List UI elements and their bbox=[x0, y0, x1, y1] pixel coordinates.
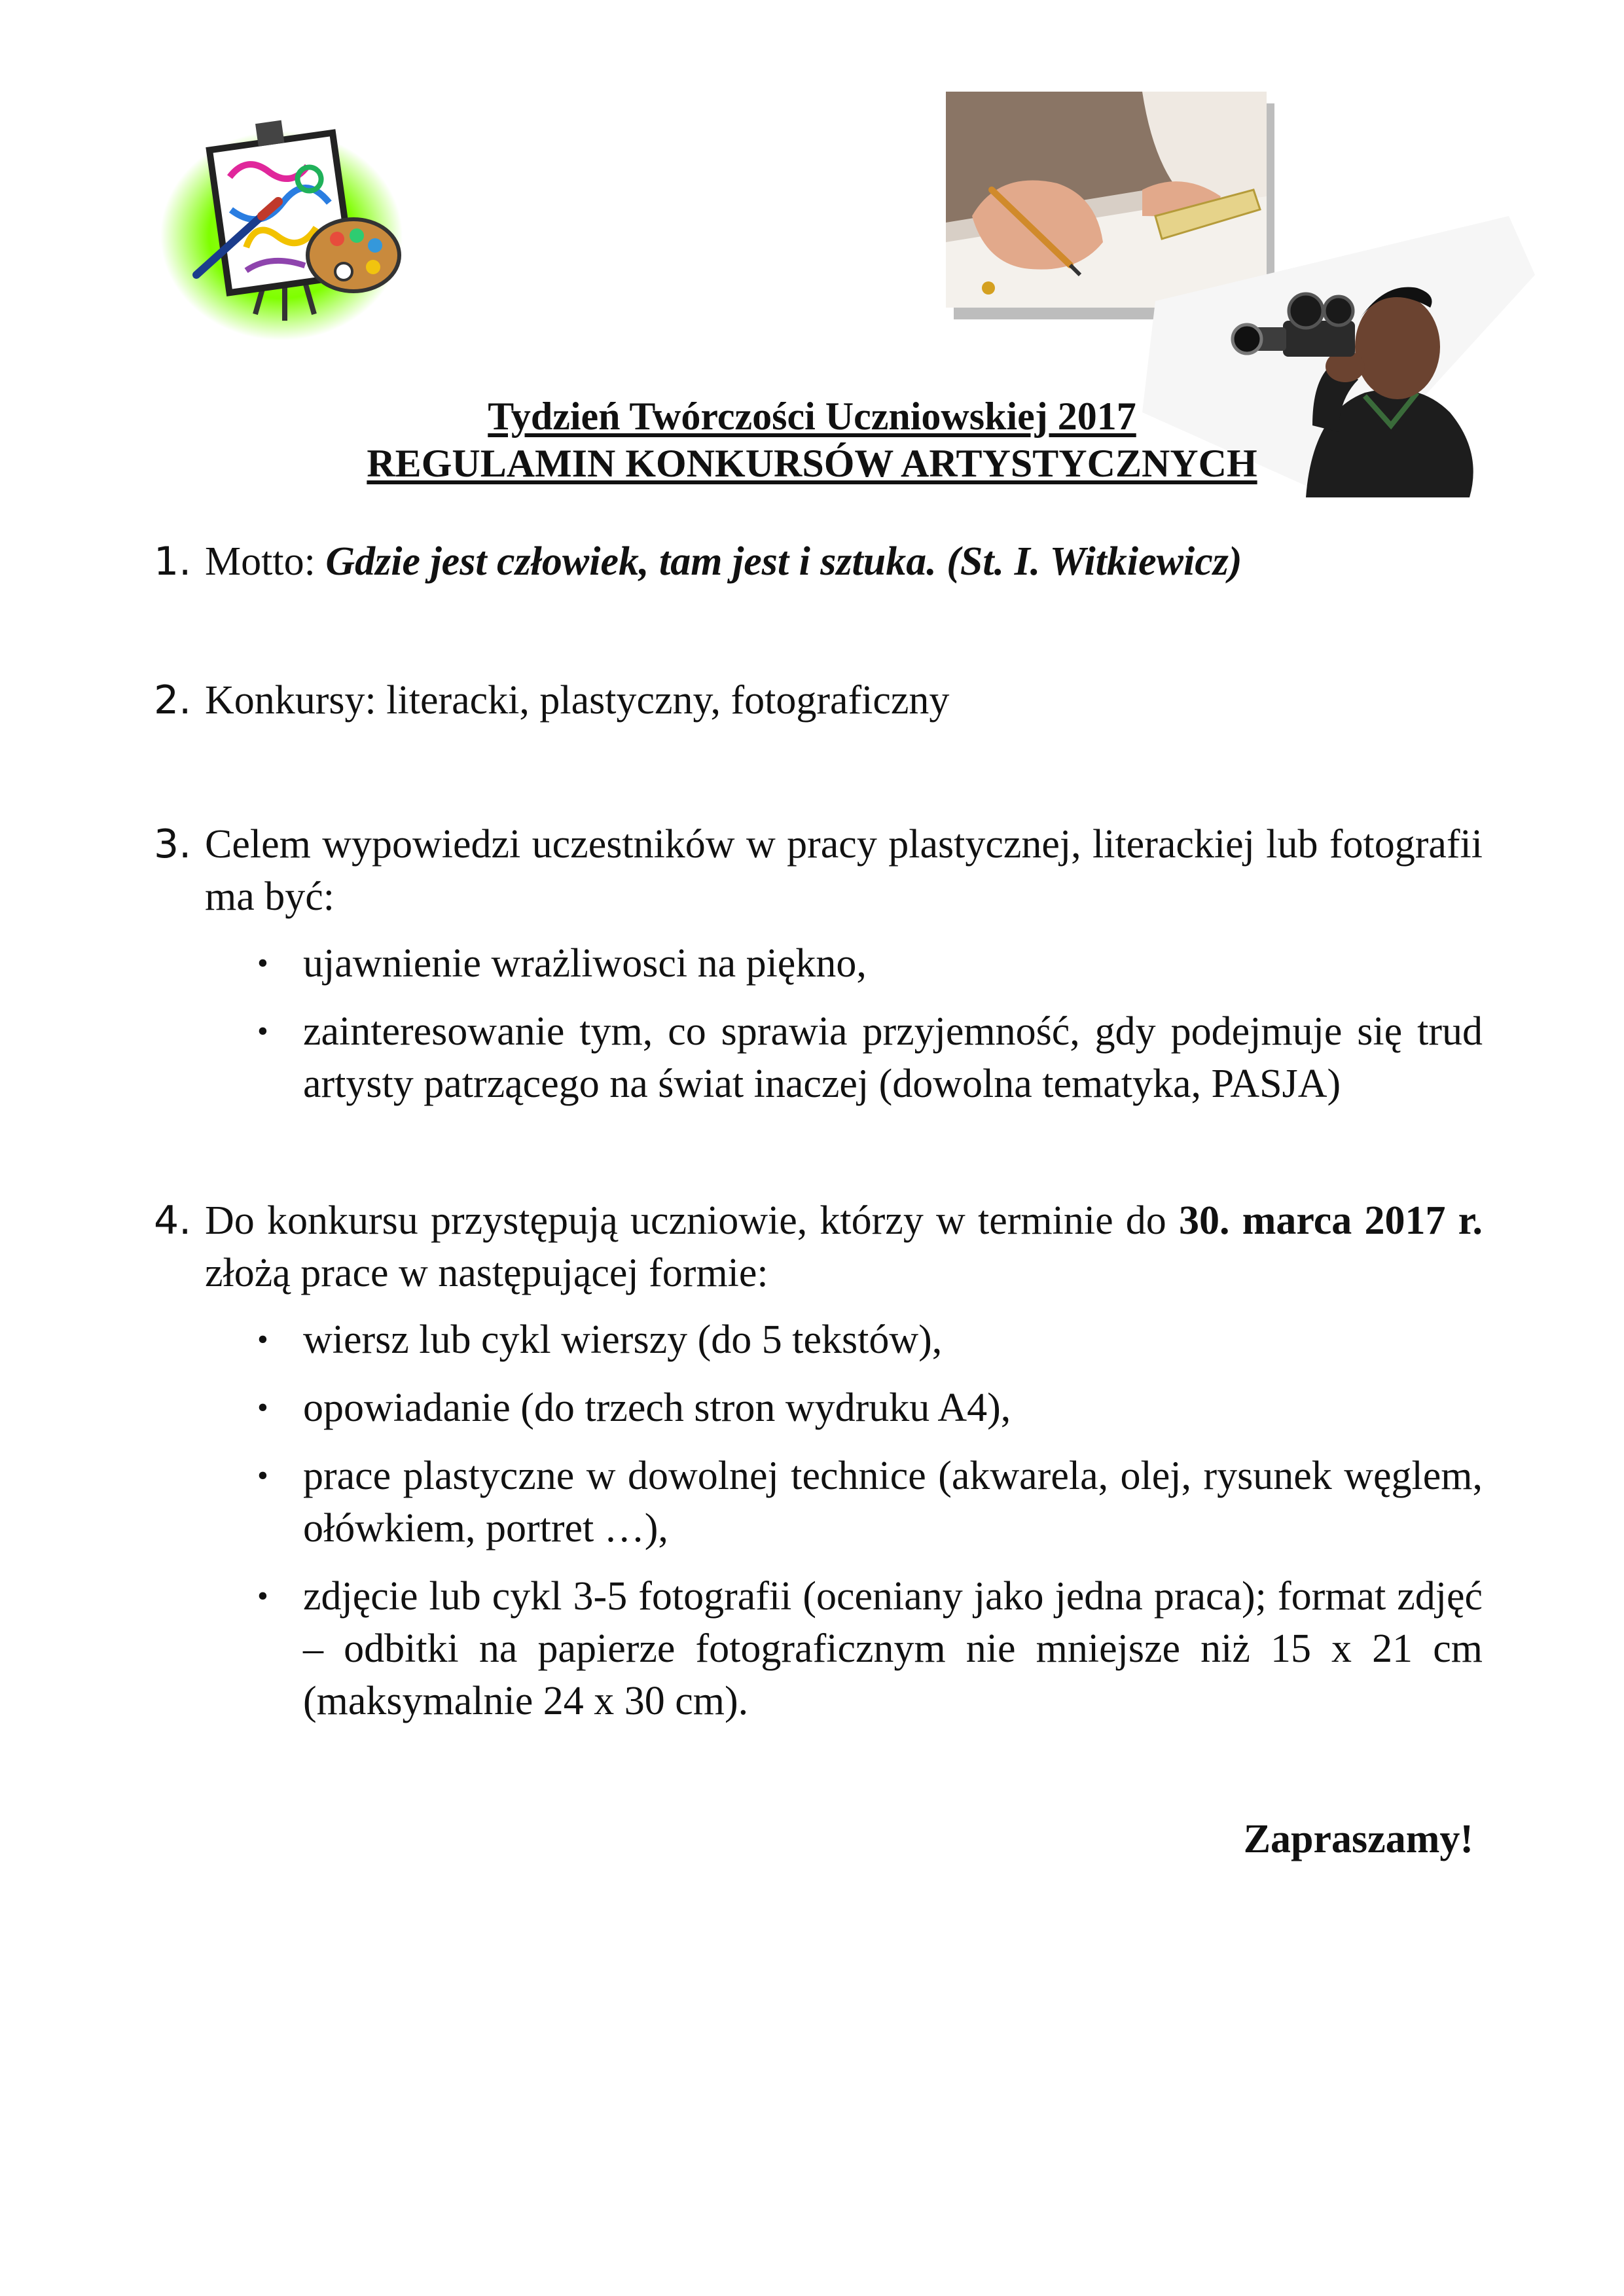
list-item: • ujawnienie wrażliwosci na piękno, bbox=[303, 937, 1483, 990]
list-item: • zainteresowanie tym, co sprawia przyjemność, gdy podejmuje się trud artysty patrzącego na świat inaczej (dowolna tematyka, PASJA) bbox=[303, 1005, 1483, 1110]
heading-line-2: REGULAMIN KONKURSÓW ARTYSTYCZNYCH bbox=[367, 442, 1257, 485]
item-number: 4. bbox=[154, 1198, 192, 1244]
list-item: • prace plastyczne w dowolnej technice (akwarela, olej, rysunek węglem, ołówkiem, portret …), bbox=[303, 1450, 1483, 1554]
rule-item-3 bbox=[154, 818, 1483, 1126]
heading-line-1: Tydzień Twórczości Uczniowskiej 2017 bbox=[488, 395, 1136, 438]
bullet-icon: • bbox=[257, 1390, 268, 1425]
art-easel-palette-icon bbox=[157, 105, 412, 353]
list-item: • wiersz lub cykl wierszy (do 5 tekstów), bbox=[303, 1314, 1483, 1366]
bullet-icon: • bbox=[257, 1458, 268, 1493]
document-heading bbox=[0, 393, 1624, 487]
list-item: • opowiadanie (do trzech stron wydruku A4), bbox=[303, 1382, 1483, 1434]
bullet-icon: • bbox=[257, 946, 268, 980]
bullet-list bbox=[205, 1314, 1483, 1727]
item-text: Celem wypowiedzi uczestników w pracy plastycznej, literackiej lub fotografii ma być: bbox=[205, 822, 1483, 919]
motto-label: Motto: bbox=[205, 539, 326, 584]
bullet-icon: • bbox=[257, 1322, 268, 1357]
closing-invitation: Zapraszamy! bbox=[1243, 1817, 1473, 1861]
bullet-icon: • bbox=[257, 1579, 268, 1613]
rule-item-1 bbox=[154, 535, 1483, 588]
rule-item-2 bbox=[154, 674, 1483, 726]
motto-quote: Gdzie jest człowiek, tam jest i sztuka. (St. I. Witkiewicz) bbox=[325, 539, 1242, 584]
item-text: Do konkursu przystępują uczniowie, którzy w terminie do 30. marca 2017 r. złożą prace w następującej formie: bbox=[205, 1198, 1483, 1295]
item-number: 1. bbox=[154, 539, 192, 584]
item-text: Konkursy: literacki, plastyczny, fotograficzny bbox=[205, 678, 950, 723]
list-item: • zdjęcie lub cykl 3-5 fotografii (oceniany jako jedna praca); format zdjęć – odbitki na papierze fotograficznym nie mniejsze niż 15 x 21 cm (maksymalnie 24 x 30 cm). bbox=[303, 1570, 1483, 1727]
bullet-list bbox=[205, 937, 1483, 1110]
rule-item-4 bbox=[154, 1194, 1483, 1743]
item-number: 2. bbox=[154, 677, 192, 723]
item-number: 3. bbox=[154, 821, 192, 867]
deadline-date: 30. marca 2017 r. bbox=[1179, 1198, 1483, 1243]
bullet-icon: • bbox=[257, 1014, 268, 1049]
